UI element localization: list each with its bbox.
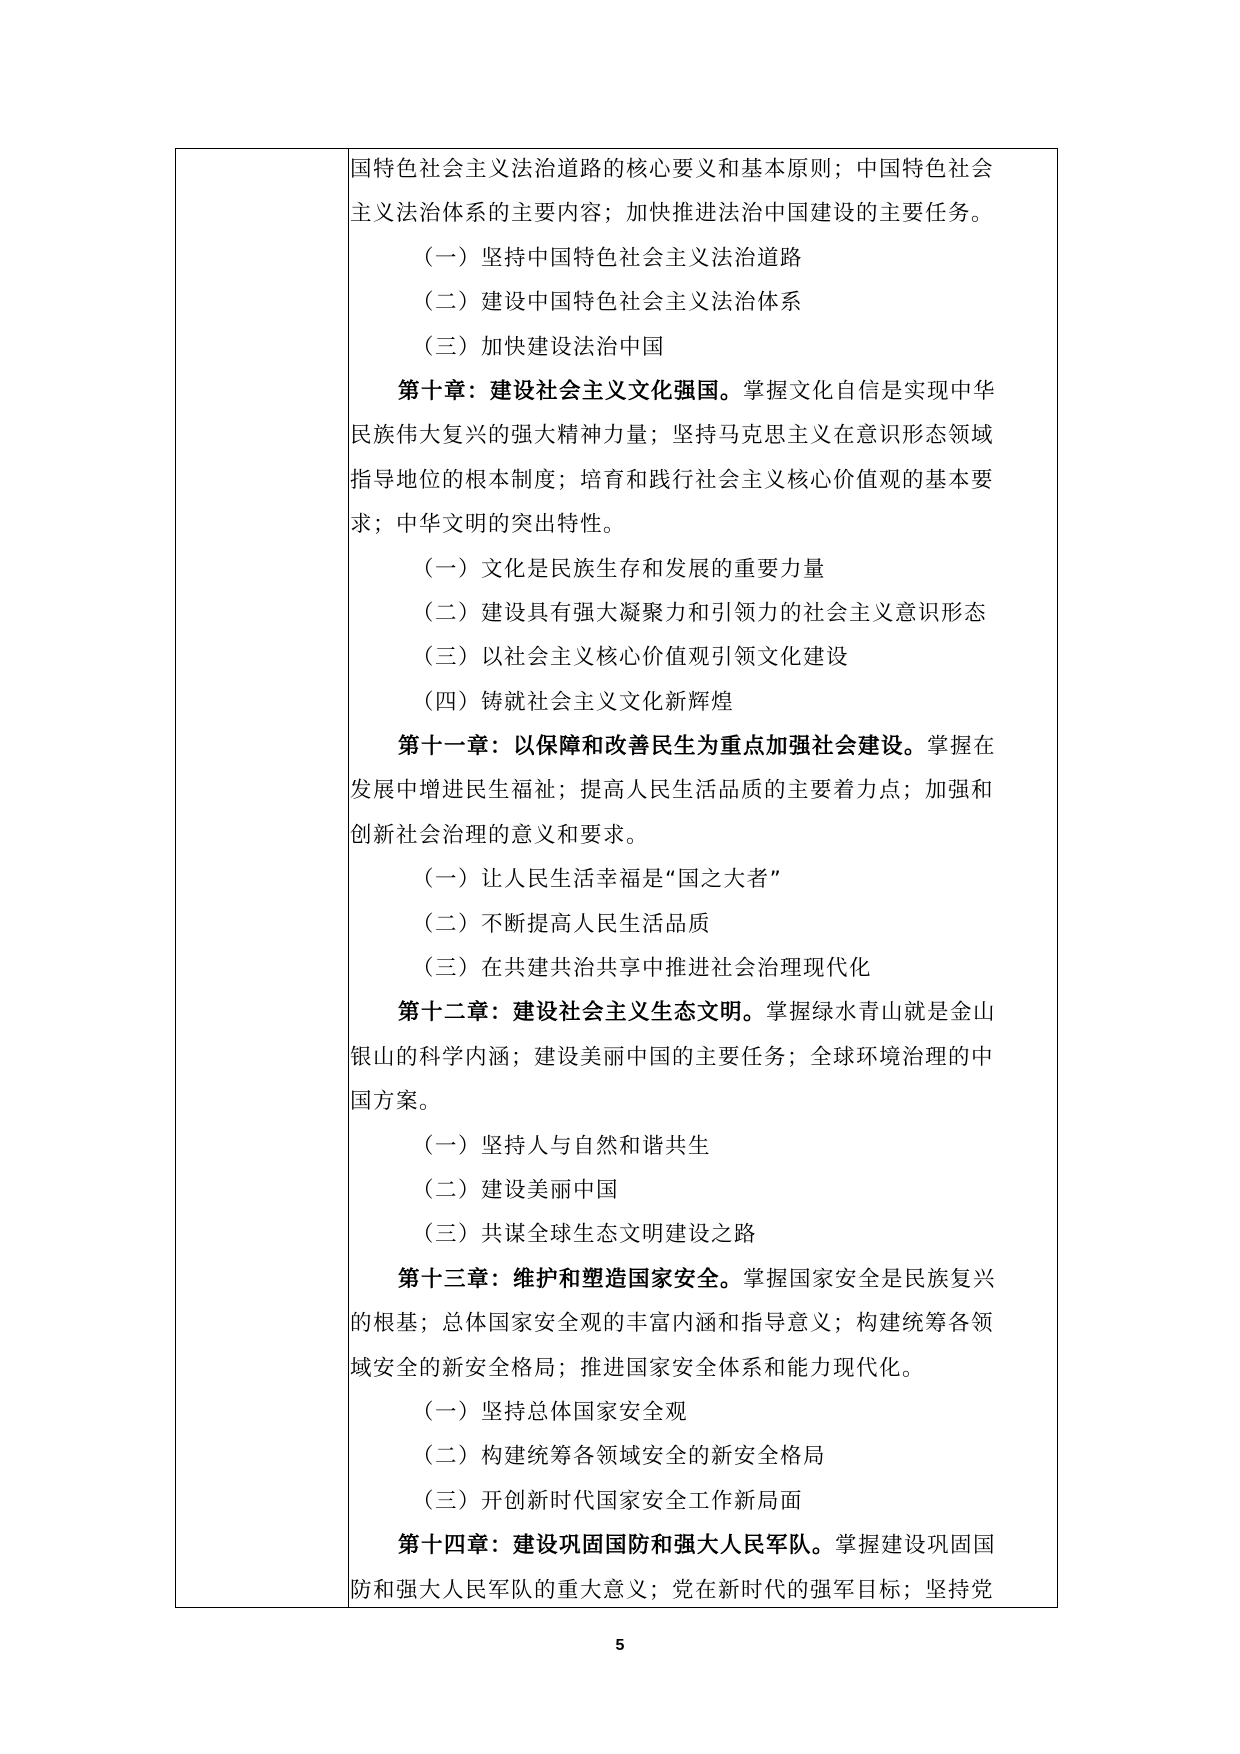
body-text-line: 国方案。 bbox=[350, 1089, 443, 1115]
table-content-cell bbox=[350, 148, 1054, 1608]
body-text-line: 创新社会治理的意义和要求。 bbox=[350, 822, 650, 848]
section-item: （二）不断提高人民生活品质 bbox=[412, 911, 712, 937]
section-item: （三）开创新时代国家安全工作新局面 bbox=[412, 1488, 804, 1514]
body-text-line: 的根基；总体国家安全观的丰富内涵和指导意义；构建统筹各领 bbox=[350, 1311, 995, 1337]
body-text-line: 主义法治体系的主要内容；加快推进法治中国建设的主要任务。 bbox=[350, 201, 995, 227]
section-item: （一）让人民生活幸福是“国之大者” bbox=[412, 867, 783, 893]
body-text-line: 指导地位的根本制度；培育和践行社会主义核心价值观的基本要 bbox=[350, 467, 995, 493]
section-item: （二）构建统筹各领域安全的新安全格局 bbox=[412, 1444, 827, 1470]
chapter-heading-line bbox=[350, 725, 1054, 769]
body-text-line: 防和强大人民军队的重大意义；党在新时代的强军目标；坚持党 bbox=[350, 1577, 995, 1603]
chapter-summary-text: 掌握绿水青山就是金山 bbox=[766, 1000, 997, 1026]
section-item: （二）建设美丽中国 bbox=[412, 1177, 620, 1203]
section-item: （三）以社会主义核心价值观引领文化建设 bbox=[412, 645, 850, 671]
chapter-summary-text: 掌握在 bbox=[927, 734, 997, 760]
chapter-title: 第十四章：建设巩固国防和强大人民军队。 bbox=[398, 1533, 836, 1559]
section-item: （一）坚持中国特色社会主义法治道路 bbox=[412, 245, 804, 271]
chapter-title: 第十一章：以保障和改善民生为重点加强社会建设。 bbox=[398, 734, 928, 760]
body-text-line: 求；中华文明的突出特性。 bbox=[350, 512, 627, 538]
section-item: （二）建设中国特色社会主义法治体系 bbox=[412, 290, 804, 316]
chapter-title: 第十三章：维护和塑造国家安全。 bbox=[398, 1266, 744, 1292]
section-item: （四）铸就社会主义文化新辉煌 bbox=[412, 689, 735, 715]
body-text-line: 发展中增进民生福祉；提高人民生活品质的主要着力点；加强和 bbox=[350, 778, 995, 804]
chapter-summary-text: 掌握建设巩固国 bbox=[835, 1533, 997, 1559]
body-text-line: 国特色社会主义法治道路的核心要义和基本原则；中国特色社会 bbox=[350, 157, 995, 182]
section-item: （三）在共建共治共享中推进社会治理现代化 bbox=[412, 956, 873, 982]
section-item: （二）建设具有强大凝聚力和引领力的社会主义意识形态 bbox=[412, 600, 988, 626]
section-item: （一）坚持人与自然和谐共生 bbox=[412, 1133, 712, 1159]
section-item: （一）文化是民族生存和发展的重要力量 bbox=[412, 556, 827, 582]
body-text-line: 民族伟大复兴的强大精神力量；坚持马克思主义在意识形态领域 bbox=[350, 423, 995, 449]
page-number: 5 bbox=[615, 1637, 625, 1654]
section-item: （一）坚持总体国家安全观 bbox=[412, 1399, 689, 1425]
chapter-heading-line bbox=[350, 1524, 1054, 1568]
section-item: （三）共谋全球生态文明建设之路 bbox=[412, 1222, 758, 1248]
section-item: （三）加快建设法治中国 bbox=[412, 334, 666, 360]
body-text-line: 银山的科学内涵；建设美丽中国的主要任务；全球环境治理的中 bbox=[350, 1044, 995, 1070]
body-text-line: 域安全的新安全格局；推进国家安全体系和能力现代化。 bbox=[350, 1355, 926, 1381]
chapter-heading-line bbox=[350, 370, 1054, 414]
chapter-heading-line bbox=[350, 991, 1054, 1035]
chapter-summary-text: 掌握文化自信是实现中华 bbox=[743, 378, 997, 404]
table-column-divider bbox=[348, 148, 349, 1608]
chapter-heading-line bbox=[350, 1258, 1054, 1302]
chapter-summary-text: 掌握国家安全是民族复兴 bbox=[743, 1266, 997, 1292]
chapter-title: 第十二章：建设社会主义生态文明。 bbox=[398, 1000, 767, 1026]
chapter-title: 第十章：建设社会主义文化强国。 bbox=[398, 378, 744, 404]
